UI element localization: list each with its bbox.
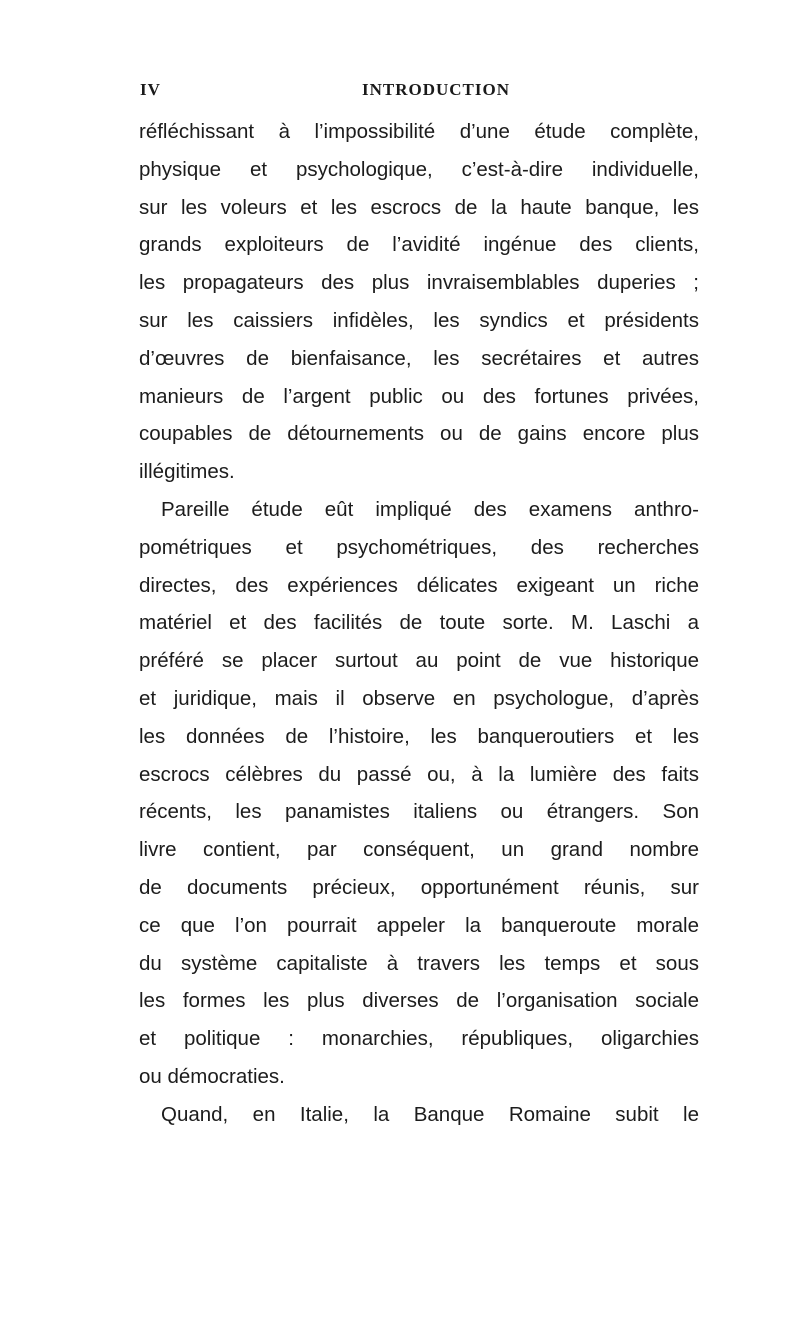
text-line: préféré se placer surtout au point de vue historique xyxy=(139,649,699,673)
text-line: directes, des expériences délicates exigeant un riche xyxy=(139,573,699,597)
text-line: récents, les panamistes italiens ou étrangers. Son xyxy=(139,800,699,824)
text-line: grands exploiteurs de l’avidité ingénue des clients, xyxy=(139,233,699,257)
text-line: sur les voleurs et les escrocs de la haute banque, les xyxy=(139,195,699,219)
text-line: sur les caissiers infidèles, les syndics et présidents xyxy=(139,308,699,332)
text-line: réfléchissant à l’impossibilité d’une étude complète, xyxy=(139,120,699,143)
text-line: ou démocraties. xyxy=(139,1064,285,1088)
page-number: IV xyxy=(140,80,161,99)
text-line: pométriques et psychométriques, des recherches xyxy=(139,535,699,559)
text-line: Quand, en Italie, la Banque Romaine subit le xyxy=(161,1102,699,1126)
text-line: les formes les plus diverses de l’organisation sociale xyxy=(139,989,699,1013)
text-line: et juridique, mais il observe en psychologue, d’après xyxy=(139,686,699,710)
text-line: d’œuvres de bienfaisance, les secrétaires et autres xyxy=(139,346,699,370)
body-text xyxy=(139,113,699,1134)
text-line: coupables de détournements ou de gains encore plus xyxy=(139,422,699,446)
running-title: INTRODUCTION xyxy=(362,80,511,99)
text-line: matériel et des facilités de toute sorte. M. Laschi a xyxy=(139,611,699,635)
text-line: livre contient, par conséquent, un grand nombre xyxy=(139,838,699,862)
text-line: illégitimes. xyxy=(139,460,235,484)
text-line: manieurs de l’argent public ou des fortunes privées, xyxy=(139,384,699,408)
text-line: les données de l’histoire, les banqueroutiers et les xyxy=(139,724,699,748)
text-line: ce que l’on pourrait appeler la banqueroute morale xyxy=(139,913,699,937)
text-line: escrocs célèbres du passé ou, à la lumière des faits xyxy=(139,762,699,786)
text-line: Pareille étude eût impliqué des examens anthro- xyxy=(161,497,699,521)
page-header xyxy=(140,80,670,104)
text-line: de documents précieux, opportunément réunis, sur xyxy=(139,875,699,899)
text-line: et politique : monarchies, républiques, oligarchies xyxy=(139,1027,699,1051)
text-line: les propagateurs des plus invraisemblables duperies ; xyxy=(139,271,699,295)
text-line: du système capitaliste à travers les temps et sous xyxy=(139,951,699,975)
text-line: physique et psychologique, c’est-à-dire individuelle, xyxy=(139,157,699,181)
